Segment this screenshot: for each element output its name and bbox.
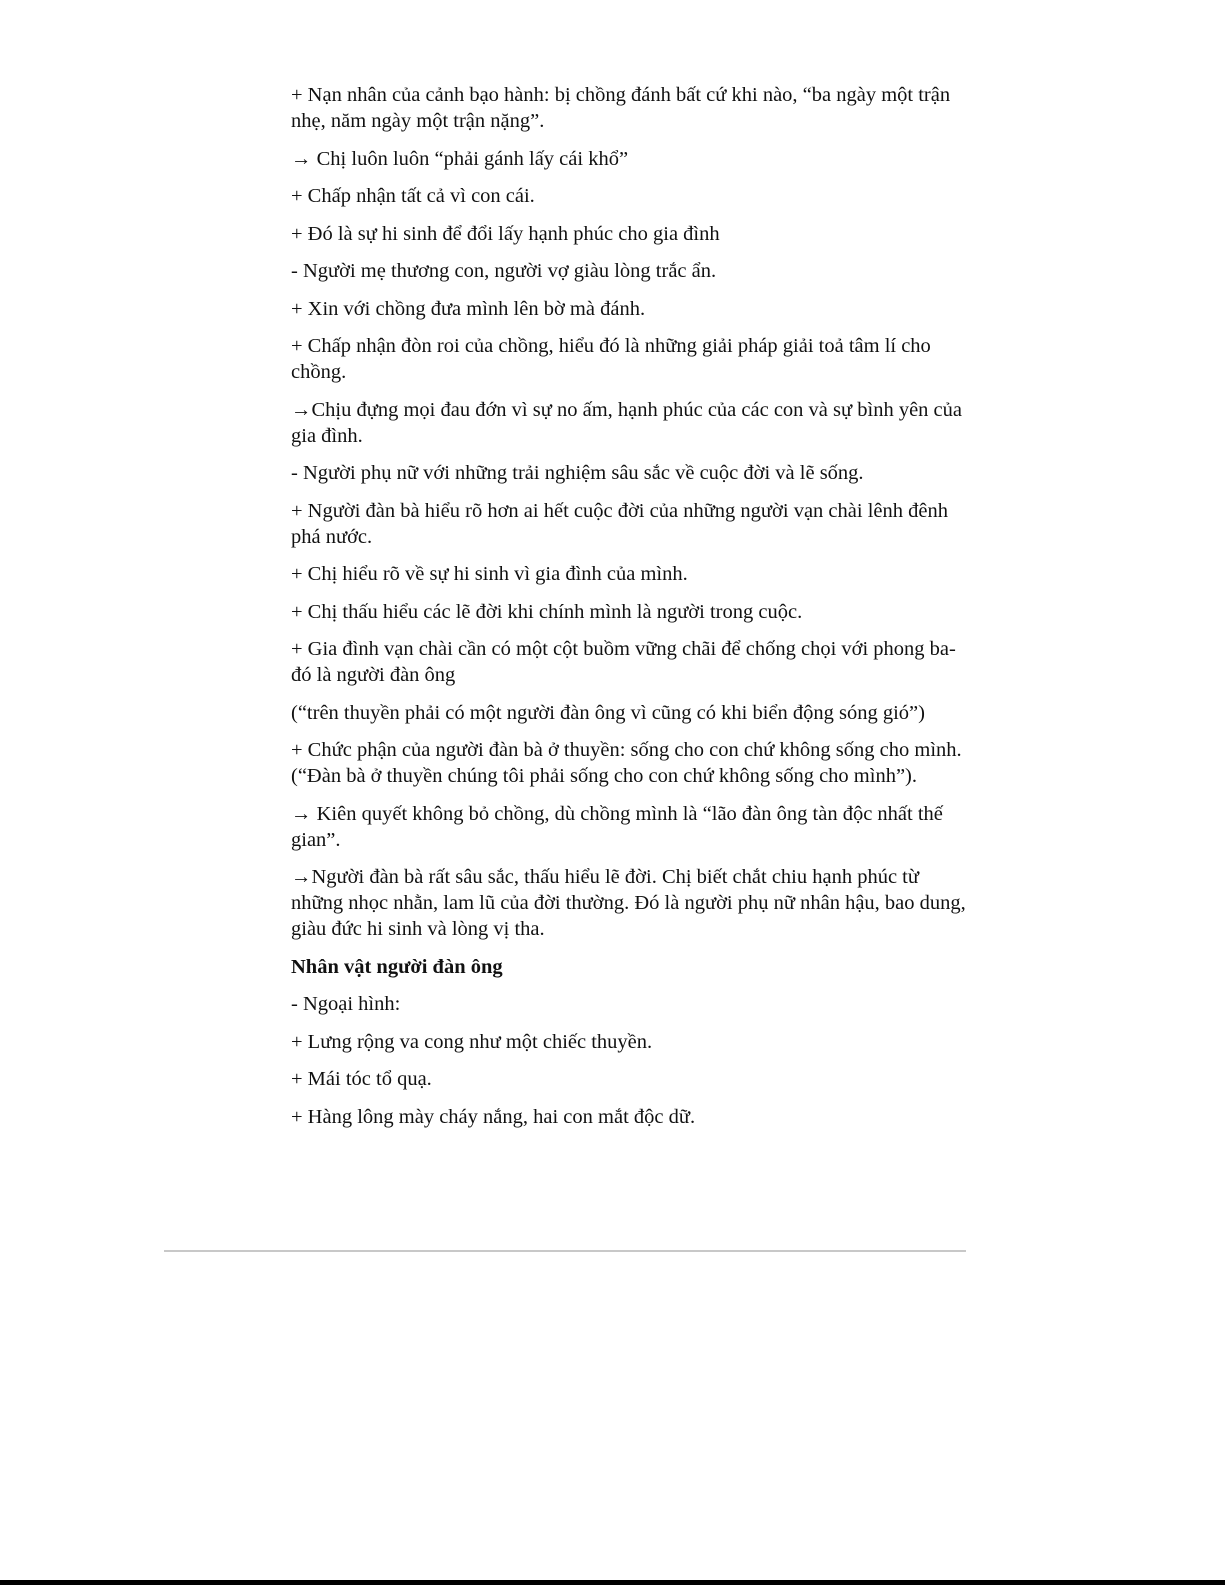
paragraph-quote-boat: (“trên thuyền phải có một người đàn ông vì cũng có khi biển động sóng gió”): [291, 701, 925, 724]
paragraph-back: + Lưng rộng va cong như một chiếc thuyền.: [291, 1030, 653, 1053]
paragraph-duty: + Chức phận của người đàn bà ở thuyền: sống cho con chứ không sống cho mình. (“Đàn bà ở thuyền chúng tôi phải sống cho con chứ không sống cho mình”).: [291, 739, 962, 787]
document-body: [291, 82, 973, 1141]
paragraph-understand-sacrifice: + Chị hiểu rõ về sự hi sinh vì gia đình của mình.: [291, 563, 688, 585]
paragraph-suffering: → Chị luôn luôn “phải gánh lấy cái khổ”: [291, 147, 629, 170]
paragraph-accept-children: + Chấp nhận tất cả vì con cái.: [291, 185, 535, 207]
page-bottom-edge: [0, 1580, 1225, 1585]
paragraph-sacrifice: + Đó là sự hi sinh để đổi lấy hạnh phúc cho gia đình: [291, 222, 720, 245]
paragraph-understand-life: + Chị thấu hiểu các lẽ đời khi chính mình là người trong cuộc.: [291, 600, 803, 623]
paragraph-endure-pain: →Chịu đựng mọi đau đớn vì sự no ấm, hạnh phúc của các con và sự bình yên của gia đình.: [291, 398, 962, 447]
paragraph-accept-beating: + Chấp nhận đòn roi của chồng, hiểu đó là những giải pháp giải toả tâm lí cho chồng.: [291, 335, 931, 383]
paragraph-understand-fishermen: + Người đàn bà hiểu rõ hơn ai hết cuộc đời của những người vạn chài lênh đênh phá nước.: [291, 499, 948, 548]
paragraph-family-mast: + Gia đình vạn chài cần có một cột buồm vững chãi để chống chọi với phong ba- đó là người đàn ông: [291, 638, 956, 686]
paragraph-loving-mother: - Người mẹ thương con, người vợ giàu lòng trắc ẩn.: [291, 260, 717, 282]
paragraph-deep-experience: - Người phụ nữ với những trải nghiệm sâu sắc về cuộc đời và lẽ sống.: [291, 462, 864, 484]
paragraph-victim: + Nạn nhân của cảnh bạo hành: bị chồng đánh bất cứ khi nào, “ba ngày một trận nhẹ, năm ngày một trận nặng”.: [291, 84, 951, 132]
paragraph-ask-husband: + Xin với chồng đưa mình lên bờ mà đánh.: [291, 297, 646, 320]
paragraph-conclusion: →Người đàn bà rất sâu sắc, thấu hiểu lẽ đời. Chị biết chắt chiu hạnh phúc từ những nhọc nhằn, lam lũ của đời thường. Đó là người phụ nữ nhân hậu, bao dung, giàu đức hi sinh và lòng vị tha.: [291, 866, 966, 940]
paragraph-eyes: + Hàng lông mày cháy nắng, hai con mắt độc dữ.: [291, 1105, 696, 1128]
paragraph-appearance: - Ngoại hình:: [291, 993, 401, 1015]
paragraph-not-leave: → Kiên quyết không bỏ chồng, dù chồng mình là “lão đàn ông tàn độc nhất thế gian”.: [291, 802, 943, 851]
paragraph-hair: + Mái tóc tổ quạ.: [291, 1068, 432, 1090]
section-heading-man: Nhân vật người đàn ông: [291, 955, 503, 978]
page-divider: [164, 1250, 966, 1252]
